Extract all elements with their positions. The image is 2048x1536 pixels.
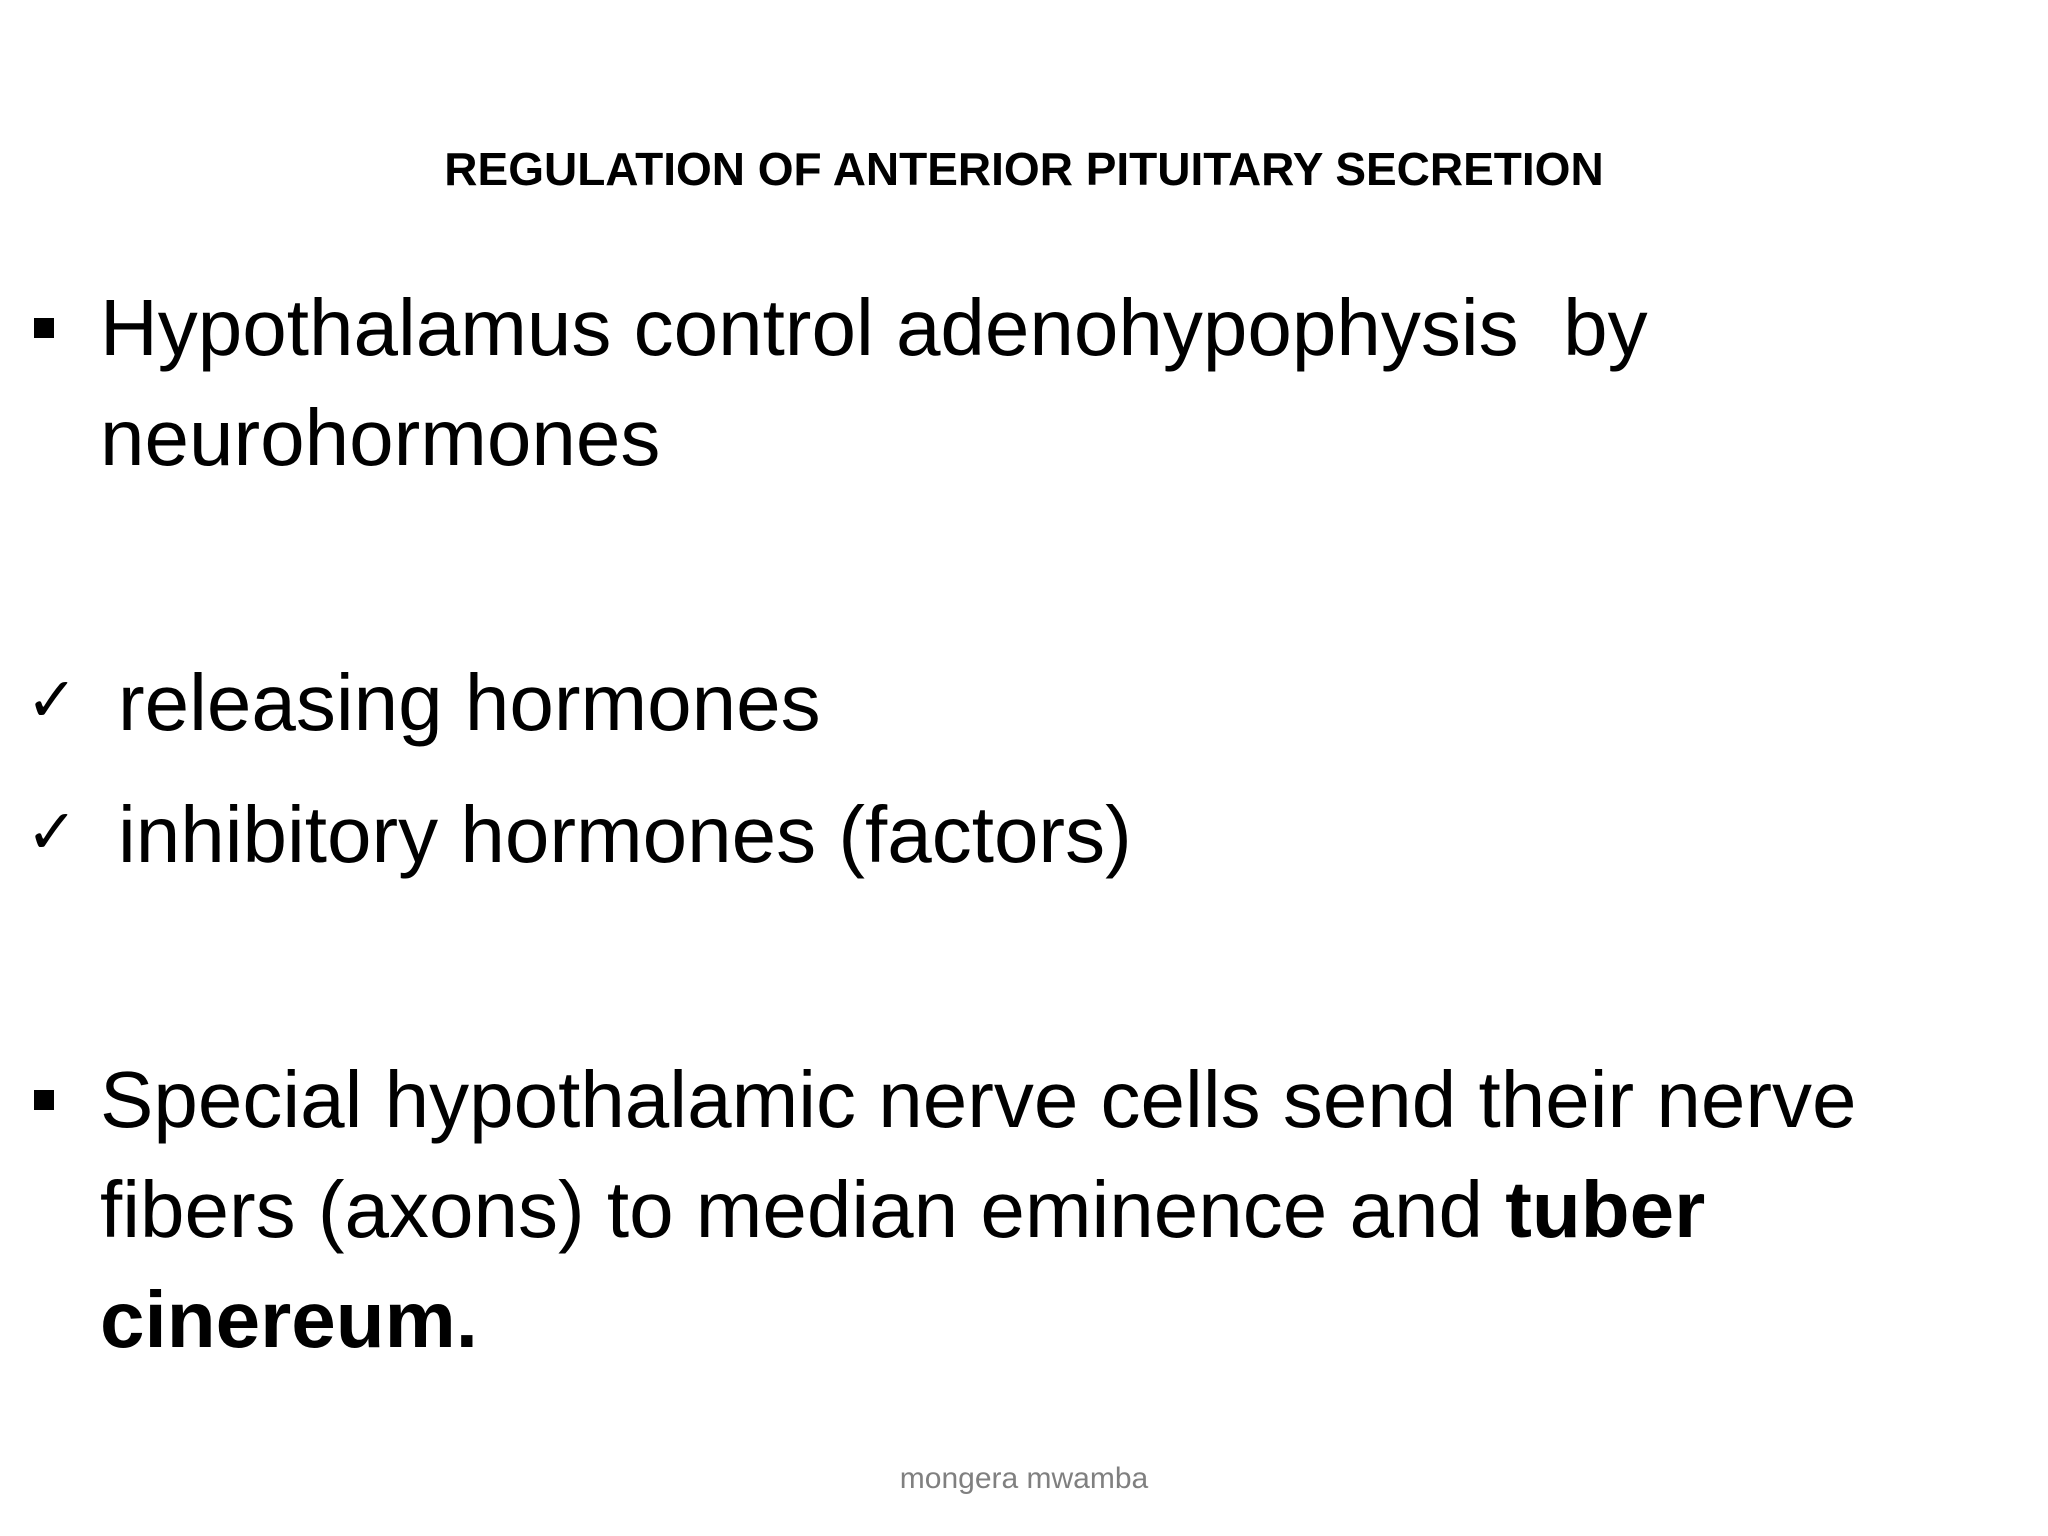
- square-bullet-icon: [34, 318, 54, 338]
- check-item-2: inhibitory hormones (factors): [118, 790, 1132, 879]
- bullet-1-line-1: Hypothalamus control adenohypophysis by: [100, 283, 1648, 372]
- checkmark-icon: ✓: [26, 798, 78, 867]
- bullet-1: [100, 273, 2000, 493]
- bullet-2-line-2-text: fibers (axons) to median eminence and: [100, 1165, 1506, 1254]
- check-item-1: releasing hormones: [118, 658, 821, 747]
- footer-author: mongera mwamba: [899, 1462, 1149, 1495]
- bullet-2: [100, 1045, 2000, 1375]
- bullet-2-line-1: Special hypothalamic nerve cells send their nerve: [100, 1055, 1857, 1144]
- bullet-2-bold-cinereum: cinereum.: [100, 1275, 478, 1364]
- bullet-2-bold-tuber: tuber: [1505, 1165, 1706, 1254]
- square-bullet-icon: [34, 1090, 54, 1110]
- slide-title: REGULATION OF ANTERIOR PITUITARY SECRETION: [444, 143, 1604, 195]
- bullet-1-line-2: neurohormones: [100, 393, 661, 482]
- bullet-2-line-2: [100, 1155, 2000, 1265]
- checkmark-icon: ✓: [26, 666, 78, 735]
